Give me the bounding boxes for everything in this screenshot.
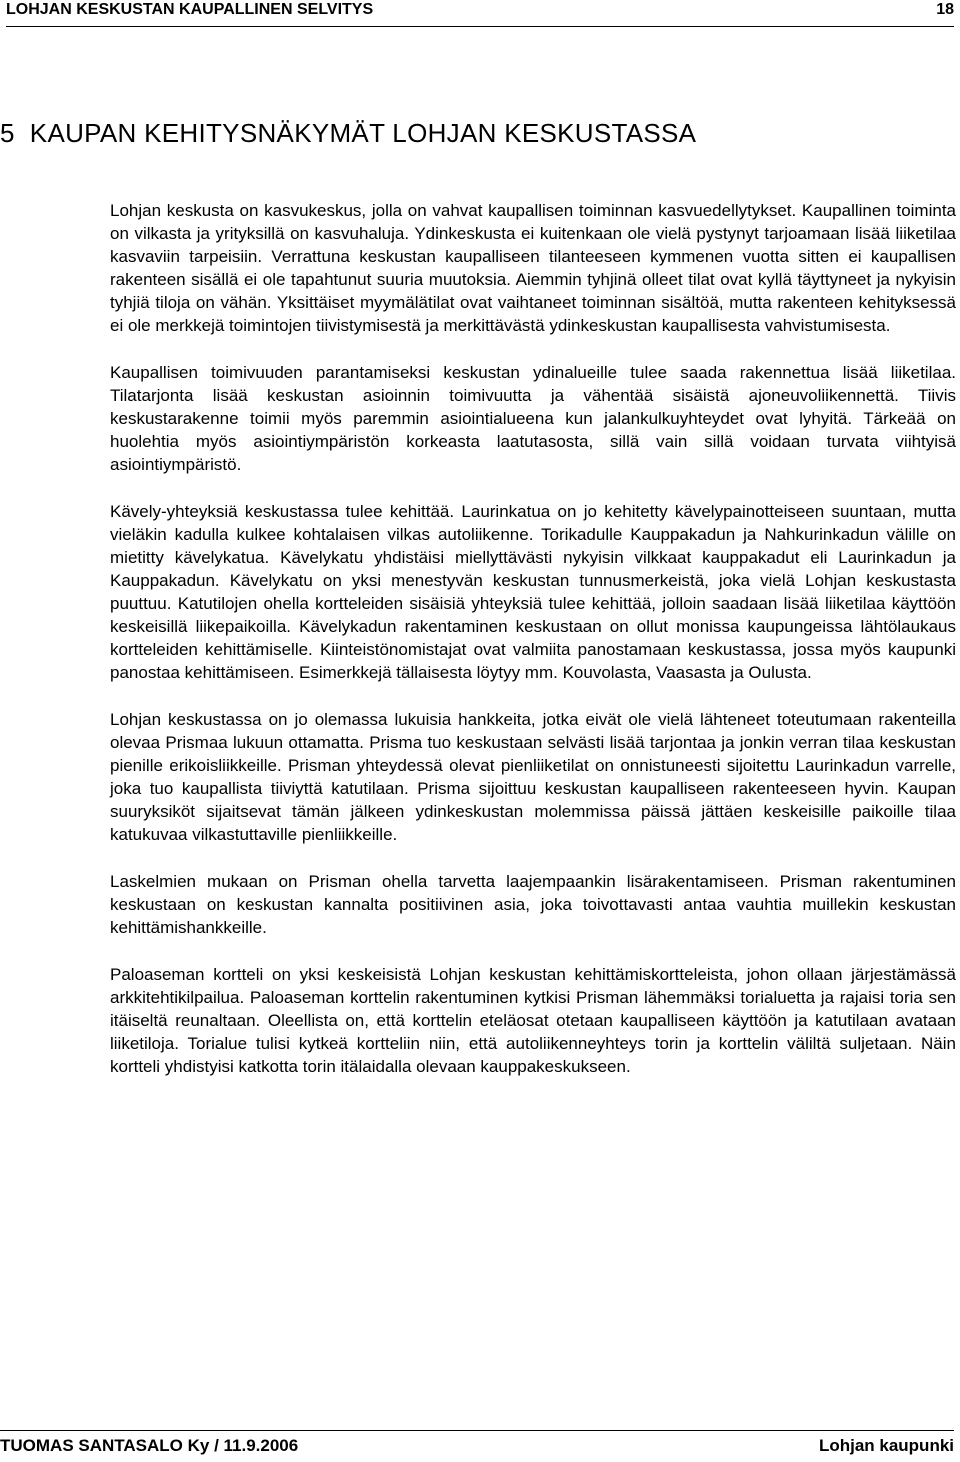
running-header bbox=[6, 0, 954, 27]
footer-author-date: TUOMAS SANTASALO Ky / 11.9.2006 bbox=[0, 1436, 299, 1455]
document-title: LOHJAN KESKUSTAN KAUPALLINEN SELVITYS bbox=[6, 1, 374, 18]
page-number: 18 bbox=[936, 1, 954, 18]
body-text bbox=[110, 199, 956, 1102]
page-footer bbox=[0, 1430, 954, 1461]
chapter-heading: 5 KAUPAN KEHITYSNÄKYMÄT LOHJAN KESKUSTASSA bbox=[0, 118, 697, 148]
footer-client: Lohjan kaupunki bbox=[818, 1436, 954, 1455]
paragraph: Laskelmien mukaan on Prisman ohella tarvetta laajempaankin lisärakentamiseen. Prisman rakentuminen keskustaan on keskustan kannalta positiivinen asia, joka toivottavasti antaa vauhtia muillekin keskustan kehittämishankkeille. bbox=[110, 872, 956, 937]
paragraph: Lohjan keskustassa on jo olemassa lukuisia hankkeita, jotka eivät ole vielä lähteneet toteutumaan rakenteilla olevaa Prismaa lukuun ottamatta. Prisma tuo keskustaan selvästi lisää tarjontaa ja jonkin verran tilaa keskustan pienille erikoisliikkeille. Prisman yhteydessä olevat pienliiketilat on onnistuneesti sijoitettu Laurinkadun varrelle, joka tuo kaupallista tiiviyttä katutilaan. Prisma sijoittuu keskustan kaupalliseen rakenteeseen hyvin. Kaupan suuryksiköt sijaitsevat tämän jälkeen ydinkeskustan molemmissa päissä jättäen keskeisille paikoille tilaa katukuvaa vilkastuttaville pienliikkeille. bbox=[110, 710, 956, 844]
paragraph: Paloaseman kortteli on yksi keskeisistä Lohjan keskustan kehittämiskortteleista, johon ollaan järjestämässä arkkitehtikilpailua. Paloaseman korttelin rakentuminen kytkisi Prisman lähemmäksi torialuetta ja rajaisi toria sen itäiseltä reunaltaan. Oleellista on, että korttelin eteläosat otetaan kaupalliseen käyttöön ja katutilaan avataan liiketiloja. Torialue tulisi kytkeä kortteliin niin, että autoliikenneyhteys torin ja korttelin väliltä suljetaan. Näin kortteli yhdistyisi katkotta torin itälaidalla olevaan kauppakeskukseen. bbox=[110, 965, 956, 1076]
paragraph: Kävely-yhteyksiä keskustassa tulee kehittää. Laurinkatua on jo kehitetty kävelypainotteiseen suuntaan, mutta vieläkin kadulla kulkee kohtalaisen vilkas autoliikenne. Torikadulle Kauppakadun ja Nahkurinkadun välille on mietitty kävelykatua. Kävelykatu yhdistäisi miellyttävästi nykyisin vilkkaat kauppakadut eli Laurinkadun ja Kauppakadun. Kävelykatu on yksi menestyvän keskustan tunnusmerkeistä, joka vielä Lohjan keskustasta puuttuu. Katutilojen ohella kortteleiden sisäisiä yhteyksiä tulee kehittää, jolloin saadaan lisää liiketilaa käyttöön keskeisillä liikepaikoilla. Kävelykadun rakentaminen keskustaan on ollut monissa kaupungeissa lähtölaukaus kortteleiden kehittämiselle. Kiinteistönomistajat ovat valmiita panostamaan keskustassa, jossa myös kaupunki panostaa kehittämiseen. Esimerkkejä tällaisesta löytyy mm. Kouvolasta, Vaasasta ja Oulusta. bbox=[110, 502, 956, 682]
paragraph: Lohjan keskusta on kasvukeskus, jolla on vahvat kaupallisen toiminnan kasvuedellytykset. Kaupallinen toiminta on vilkasta ja yrityksillä on kasvuhaluja. Ydinkeskusta ei kuitenkaan ole vielä pystynyt tarjoamaan lisää liiketilaa kasvaviin tarpeisiin. Verrattuna keskustan kaupalliseen tilanteeseen kymmenen vuotta sitten ei kaupallisen rakenteen sisällä ei ole tapahtunut suuria muutoksia. Aiemmin tyhjinä olleet tilat ovat kyllä täyttyneet ja nykyisin tyhjiä tiloja on vähän. Yksittäiset myymälätilat ovat vaihtaneet toiminnan sisältöä, mutta rakenteen kehityksessä ei ole merkkejä toimintojen tiivistymisestä ja merkittävästä ydinkeskustan kaupallisesta vahvistumisesta. bbox=[110, 201, 956, 335]
paragraph: Kaupallisen toimivuuden parantamiseksi keskustan ydinalueille tulee saada rakennettua lisää liiketilaa. Tilatarjonta lisää keskustan asioinnin toimivuutta ja vähentää sisäistä ajoneuvoliikennettä. Tiivis keskustarakenne toimii myös paremmin asiointialueena kun jalankulkuyhteydet ovat lyhyitä. Tärkeää on huolehtia myös asiointiympäristön korkeasta laatutasosta, sillä vain sillä voidaan turvata viihtyisä asiointiympäristö. bbox=[110, 363, 956, 474]
